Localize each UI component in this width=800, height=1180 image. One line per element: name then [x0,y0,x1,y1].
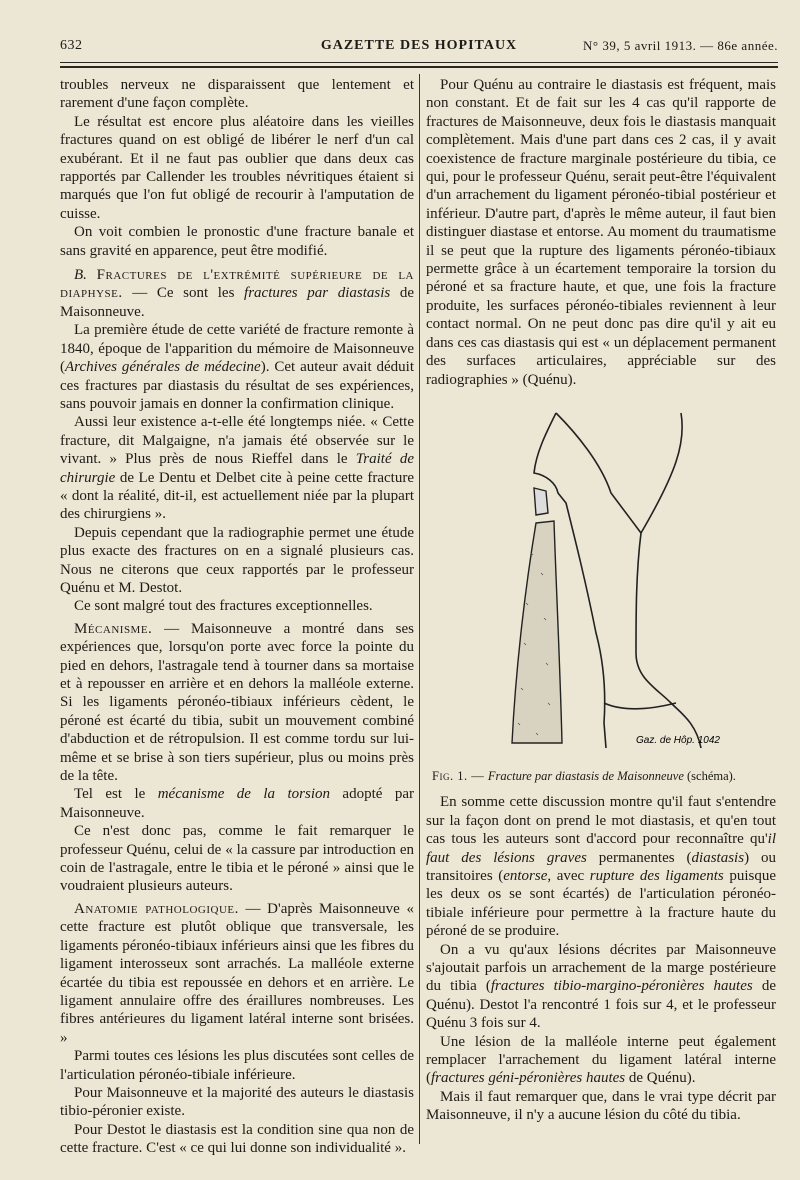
right-column [426,76,776,1125]
section-heading: Fractures de l'extrémité supérieure de la diaphyse. [60,267,415,302]
anatomie-paragraph: Anatomie pathologique. — D'après Maisonneuve « cette fracture est plutôt oblique que transversale, les ligaments péronéo-tibiaux inférieurs ainsi que les fibres du ligament interosseux sont arrachés. La malléole externe écartée du tibia est repoussée en dehors et en arrière. Le ligament annulaire offre des éraillures nombreuses. Les fibres antérieures du ligament latéral interne sont brisées. » [60,900,414,1046]
header-rule-thick [60,66,778,68]
paragraph: Depuis cependant que la radiographie permet une étude plus exacte des fractures on en a signalé plusieurs cas. Nous ne citerons que ceux rapportés par le professeur Quénu et M. Destot. [60,524,414,596]
paragraph: Pour Quénu au contraire le diastasis est fréquent, mais non constant. Et de fait sur les 4 cas qu'il rapporte de fractures de Maisonneuve, deux fois le diastasis manquait complètement. Mais d'une part dans ces 2 cas, il y avait coexistence de fracture marginale postérieure du tibia, ce qui, pour le professeur Quénu, serait peut-être l'équivalent d'un arrachement du ligament péronéo-tibial postérieur et inférieur. D'autre part, d'après le même auteur, il faut bien distinguer diastase et entorse. Au moment du traumatisme il se peut que la rupture des ligaments péronéo-tibiaux permette grâce à un écartement temporaire la torsion du péroné et sa fracture haute, et que, une fois la fracture produite, les surfaces péronéo-tibiales reviennent à leur contact normal. On ne peut donc pas dire qu'il y ait eu dans ces cas diastasis qui est « un déplacement permanent des surfaces articulaires, appréciable sur des radiographies » (Quénu). [426,77,776,388]
fracture-schematic-drawing [486,403,736,753]
section-b-paragraph: B. Fractures de l'extrémité supérieure de la diaphyse. — Ce sont les fractures par diastasis de Maisonneuve. [60,267,415,320]
paragraph: Le résultat est encore plus aléatoire dans les vieilles fractures quand on est obligé de libérer le nerf d'un cal exubérant. Et il ne faut pas oublier que dans deux cas rapportés par Callender les troubles névritiques étaient si marqués que l'on fut obligé de recourir à l'amputation de cuisse. [60,113,414,222]
paragraph: Pour Destot le diastasis est la condition sine qua non de cette fracture. C'est « ce qui lui donne son individualité ». [60,1121,414,1157]
section-heading: Anatomie pathologique. [74,900,239,917]
issue-info: N° 39, 5 avril 1913. — 86e année. [583,38,778,53]
paragraph: troubles nerveux ne disparaissent que lentement et rarement d'une façon complète. [60,77,414,112]
left-column [60,76,414,1158]
paragraph: Ce sont malgré tout des fractures exceptionnelles. [74,598,373,615]
paragraph: Tel est le mécanisme de la torsion adopté par Maisonneuve. [60,786,414,821]
paragraph: Pour Maisonneuve et la majorité des auteurs le diastasis tibio-péronier existe. [60,1084,414,1120]
paragraph: En somme cette discussion montre qu'il faut s'entendre sur la façon dont on prend le mot diastasis, et qu'en tout cas tous les auteurs sont d'accord pour reconnaître qu'il faut des lésions graves permanentes (diastasis) ou transitoires (entorse, avec rupture des ligaments puisque les deux os se sont écartés) de l'articulation péronéo-tibiale inférieure pour permettre à la fracture haute du péroné de se produire. [426,794,777,940]
paragraph: Une lésion de la malléole interne peut également remplacer l'arrachement du ligament latéral interne (fractures géni-péronières hautes de Quénu). [426,1033,776,1087]
paragraph: On a vu qu'aux lésions décrites par Maisonneuve s'ajoutait parfois un arrachement de la marge postérieure du tibia (fractures tibio-margino-péronières hautes de Quénu). Destot l'a rencontré 1 fois sur 4, et le professeur Quénu 3 fois sur 4. [426,941,776,1032]
paragraph: Aussi leur existence a-t-elle été longtemps niée. « Cette fracture, dit Malgaigne, n'a jamais été observée sur le vivant. » Plus près de nous Rieffel dans le Traité de chirurgie de Le Dentu et Delbet cite à peine cette fracture « dont la réalité, dit-il, est actuellement niée par la plupart des chirurgiens ». [60,414,414,523]
section-letter: B. [74,267,87,284]
paragraph: Parmi toutes ces lésions les plus discutées sont celles de l'articulation péronéo-tibiale inférieure. [60,1048,414,1083]
journal-title: GAZETTE DES HOPITAUX [320,38,518,53]
paragraph: Ce n'est donc pas, comme le fait remarquer le professeur Quénu, celui de « la cassure par introduction en coin de l'astragale, entre le tibia et le péroné » ainsi que le voudraient plusieurs auteurs. [60,823,414,895]
section-heading: Mécanisme. [74,620,153,637]
figure-caption: Fig. 1. — Fracture par diastasis de Maisonneuve (schéma). [432,768,736,783]
running-header [60,36,778,58]
paragraph: La première étude de cette variété de fracture remonte à 1840, époque de l'apparition du mémoire de Maisonneuve (Archives générales de médecine). Cet auteur avait déduit ces fractures par diastasis du résultat de ses expériences, sans pouvoir jamais en donner la confirmation clinique. [60,322,414,412]
figure-1 [426,403,776,763]
page-number: 632 [60,38,83,53]
header-rule-thin [60,62,778,63]
mecanisme-paragraph: Mécanisme. — Maisonneuve a montré dans ses expériences que, lorsqu'on porte avec force la pointe du pied en dehors, l'astragale tend à tourner dans sa mortaise et à repousser en arrière et en dehors la malléole externe. Si les ligaments péronéo-tibiaux inférieurs cèdent, le péroné est écarté du tibia, subit un mouvement combiné d'abduction et de rétropulsion. Il est comme tordu sur lui-même et se brise à son tiers supérieur, plus ou moins près de la tête. [60,620,414,785]
figure-signature: Gaz. de Hôp. 1042 [636,734,720,746]
paragraph: Mais il faut remarquer que, dans le vrai type décrit par Maisonneuve, il n'y a aucune lésion du côté du tibia. [426,1088,776,1124]
paragraph: On voit combien le pronostic d'une fracture banale et sans gravité en apparence, peut être modifié. [60,224,414,259]
column-divider [419,74,420,1144]
